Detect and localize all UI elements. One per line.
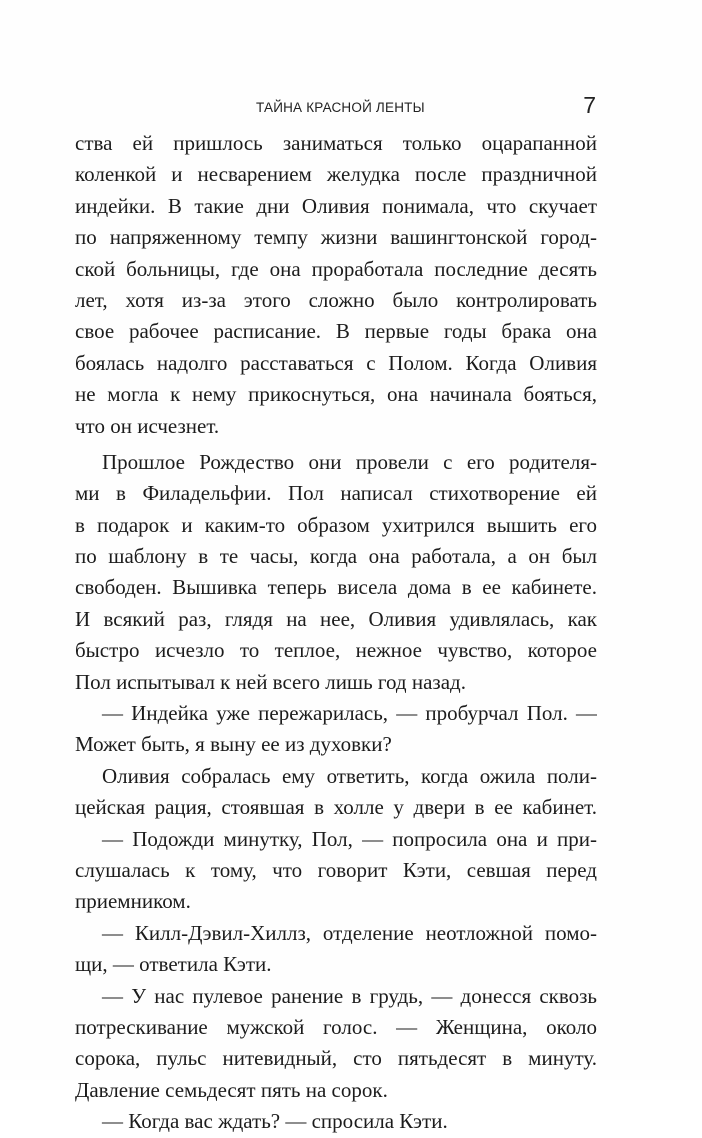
- text-line: Оливия собралась ему ответить, когда ожила поли-: [102, 763, 597, 788]
- text-line: цейская рация, стоявшая в холле у двери в ее кабинет.: [75, 795, 597, 820]
- body-text: [75, 128, 597, 1138]
- text-line: коленкой и несварением желудка после праздничной: [75, 162, 597, 187]
- running-title: ТАЙНА КРАСНОЙ ЛЕНТЫ: [256, 100, 425, 115]
- text-line: не могла к нему прикоснуться, она начинала бояться,: [75, 382, 597, 407]
- text-line: Прошлое Рождество они провели с его родителя-: [102, 449, 597, 474]
- page-number: 7: [583, 92, 596, 118]
- text-line: — Килл-Дэвил-Хиллз, отделение неотложной помо-: [102, 920, 597, 945]
- text-line: приемником.: [75, 889, 191, 914]
- text-line: индейки. В такие дни Оливия понимала, что скучает: [75, 193, 597, 218]
- paragraph: [75, 981, 597, 1107]
- text-line: потрескивание мужской голос. — Женщина, около: [75, 1014, 597, 1039]
- text-line: — Подожди минутку, Пол, — попросила она и при-: [102, 826, 597, 851]
- text-line: щи, — ответила Кэти.: [75, 952, 272, 977]
- text-line: по напряженному темпу жизни вашингтонской город-: [75, 225, 597, 250]
- paragraph: [75, 824, 597, 918]
- text-line: — Индейка уже пережарилась, — пробурчал Пол. —: [102, 701, 597, 726]
- text-line: в подарок и каким-то образом ухитрился вышить его: [75, 512, 597, 537]
- text-line: сорока, пульс нитевидный, сто пятьдесят в минуту.: [75, 1046, 597, 1071]
- paragraph: [75, 128, 597, 442]
- paragraph: [75, 447, 597, 698]
- paragraph: [75, 761, 597, 824]
- text-line: — У нас пулевое ранение в грудь, — донесся сквозь: [102, 983, 597, 1008]
- text-line: свое рабочее расписание. В первые годы брака она: [75, 319, 597, 344]
- text-line: боялась надолго расставаться с Полом. Когда Оливия: [75, 350, 597, 375]
- paragraph: [75, 1106, 597, 1137]
- paragraph: [75, 698, 597, 761]
- text-line: — Когда вас ждать? — спросила Кэти.: [102, 1109, 448, 1134]
- text-line: быстро исчезло то теплое, нежное чувство, которое: [75, 638, 597, 663]
- text-line: ской больницы, где она проработала последние десять: [75, 256, 597, 281]
- text-line: Может быть, я выну ее из духовки?: [75, 732, 392, 757]
- text-line: слушалась к тому, что говорит Кэти, севшая перед: [75, 857, 597, 882]
- text-line: что он исчезнет.: [75, 413, 220, 438]
- text-line: ства ей пришлось заниматься только оцарапанной: [75, 131, 597, 155]
- text-line: Давление семьдесят пять на сорок.: [75, 1077, 388, 1102]
- text-line: ми в Филадельфии. Пол написал стихотворение ей: [75, 481, 597, 506]
- text-line: свободен. Вышивка теперь висела дома в ее кабинете.: [75, 575, 597, 600]
- text-line: по шаблону в те часы, когда она работала, а он был: [75, 544, 597, 569]
- text-line: Пол испытывал к ней всего лишь год назад.: [75, 669, 466, 694]
- text-line: лет, хотя из-за этого сложно было контролировать: [75, 287, 597, 312]
- text-line: И всякий раз, глядя на нее, Оливия удивлялась, как: [75, 606, 597, 631]
- paragraph: [75, 918, 597, 981]
